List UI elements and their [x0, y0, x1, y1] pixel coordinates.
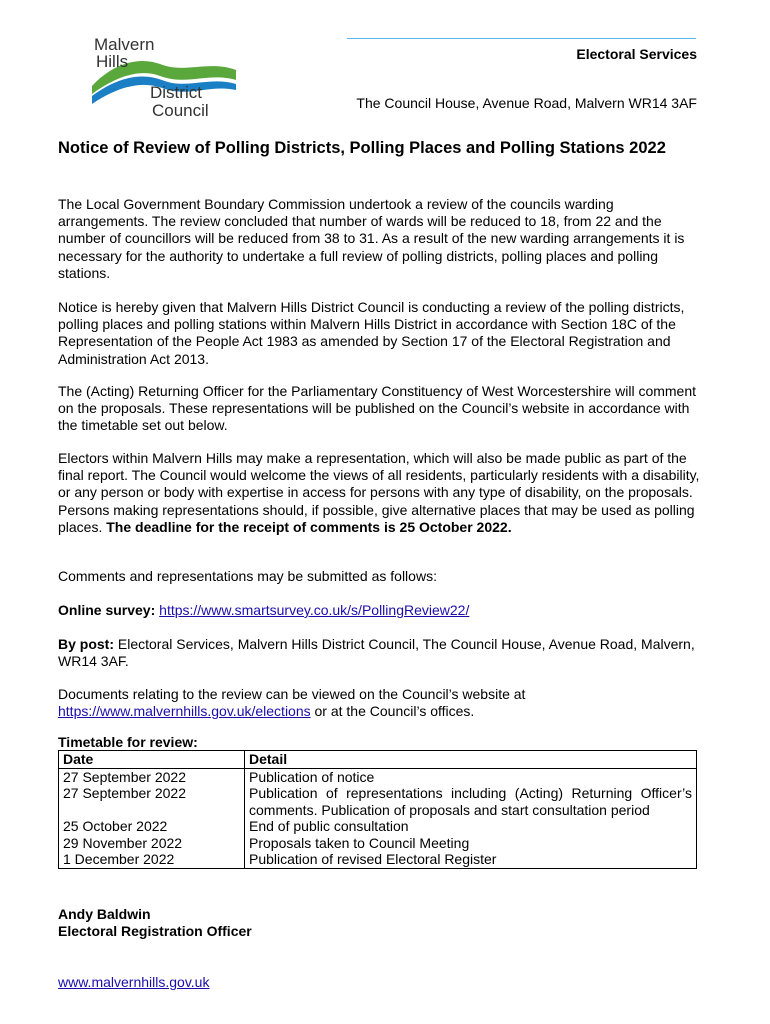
row-date: 1 December 2022: [59, 851, 245, 868]
table-row: [59, 835, 697, 852]
deadline-text: The deadline for the receipt of comments is 25 October 2022.: [106, 518, 512, 535]
row-date: 27 September 2022: [59, 785, 245, 818]
table-row: [59, 785, 697, 818]
table-row: [59, 818, 697, 835]
logo-text-council: Council: [152, 101, 209, 120]
logo-text-hills: Hills: [96, 52, 129, 71]
row-date: 27 September 2022: [59, 768, 245, 785]
notice-title: Notice of Review of Polling Districts, Polling Places and Polling Stations 2022: [58, 139, 666, 157]
online-survey-link[interactable]: https://www.smartsurvey.co.uk/s/PollingReview22/: [159, 602, 470, 618]
signatory-name: Andy Baldwin: [58, 906, 151, 922]
column-header-detail: Detail: [245, 751, 697, 769]
row-detail: Proposals taken to Council Meeting: [245, 835, 697, 852]
row-detail: Publication of notice: [245, 768, 697, 785]
by-post-address: Electoral Services, Malvern Hills District Council, The Council House, Avenue Road, Malvern, WR14 3AF.: [58, 636, 695, 670]
logo-text-malvern: Malvern: [94, 35, 155, 54]
paragraph-documents: [58, 686, 703, 720]
row-date: 25 October 2022: [59, 818, 245, 835]
timetable-label: Timetable for review:: [58, 734, 198, 750]
row-detail: End of public consultation: [245, 818, 697, 835]
paragraph-online-survey: [58, 602, 703, 619]
documents-text: Documents relating to the review can be viewed on the Council’s website at: [58, 686, 526, 702]
documents-tail: or at the Council’s offices.: [314, 703, 475, 720]
table-row: [59, 768, 697, 785]
paragraph-notice: Notice is hereby given that Malvern Hills District Council is conducting a review of the polling districts, polling places and polling stations within Malvern Hills District in accordance with Section 18C of the Representation of the People Act 1983 as amended by Section 17 of the Electoral Registration and Administration Act 2013.: [58, 299, 685, 367]
paragraph-boundary-review: The Local Government Boundary Commission undertook a review of the councils warding arrangements. The review concluded that number of wards will be reduced to 18, from 22 and the number of councillors will be reduced from 38 to 31. As a result of the new warding arrangements it is necessary for the authority to undertake a full review of polling districts, polling places and polling stations.: [58, 196, 685, 281]
signature-block: [58, 906, 252, 940]
header-rule: [347, 38, 696, 39]
logo-text-district: District: [150, 83, 202, 102]
row-detail: Publication of representations including (Acting) Returning Officer’s comments. Publication of proposals and start consultation period: [245, 785, 697, 818]
paragraph-electors: [58, 450, 703, 536]
online-survey-label: Online survey:: [58, 602, 156, 618]
row-date: 29 November 2022: [59, 835, 245, 852]
table-row: [59, 851, 697, 868]
signatory-role: Electoral Registration Officer: [58, 923, 252, 939]
department-name: Electoral Services: [576, 46, 697, 62]
paragraph-returning-officer: The (Acting) Returning Officer for the Parliamentary Constituency of West Worcestershire will comment on the proposals. These representations will be published on the Council’s website in accordance with the timetable set out below.: [58, 383, 697, 434]
paragraph-by-post: [58, 636, 703, 670]
elections-page-link[interactable]: https://www.malvernhills.gov.uk/elections: [58, 703, 311, 720]
paragraph-submission-intro: Comments and representations may be submitted as follows:: [58, 568, 437, 584]
council-address: The Council House, Avenue Road, Malvern WR14 3AF: [356, 95, 697, 111]
by-post-label: By post:: [58, 636, 114, 652]
timetable-table: [58, 750, 697, 869]
council-logo: [90, 34, 240, 120]
row-detail: Publication of revised Electoral Register: [245, 851, 697, 868]
column-header-date: Date: [59, 751, 245, 769]
electors-text: Electors within Malvern Hills may make a representation, which will also be made public as part of the final report. The Council would welcome the views of all residents, particularly residents with a disability, or any person or body with expertise in access for persons with any type of disability, on the proposals. Persons making representations should, if possible, give alternative places that may be used as polling places.: [58, 450, 700, 535]
table-header-row: [59, 751, 697, 769]
footer-website-link[interactable]: www.malvernhills.gov.uk: [58, 974, 210, 990]
